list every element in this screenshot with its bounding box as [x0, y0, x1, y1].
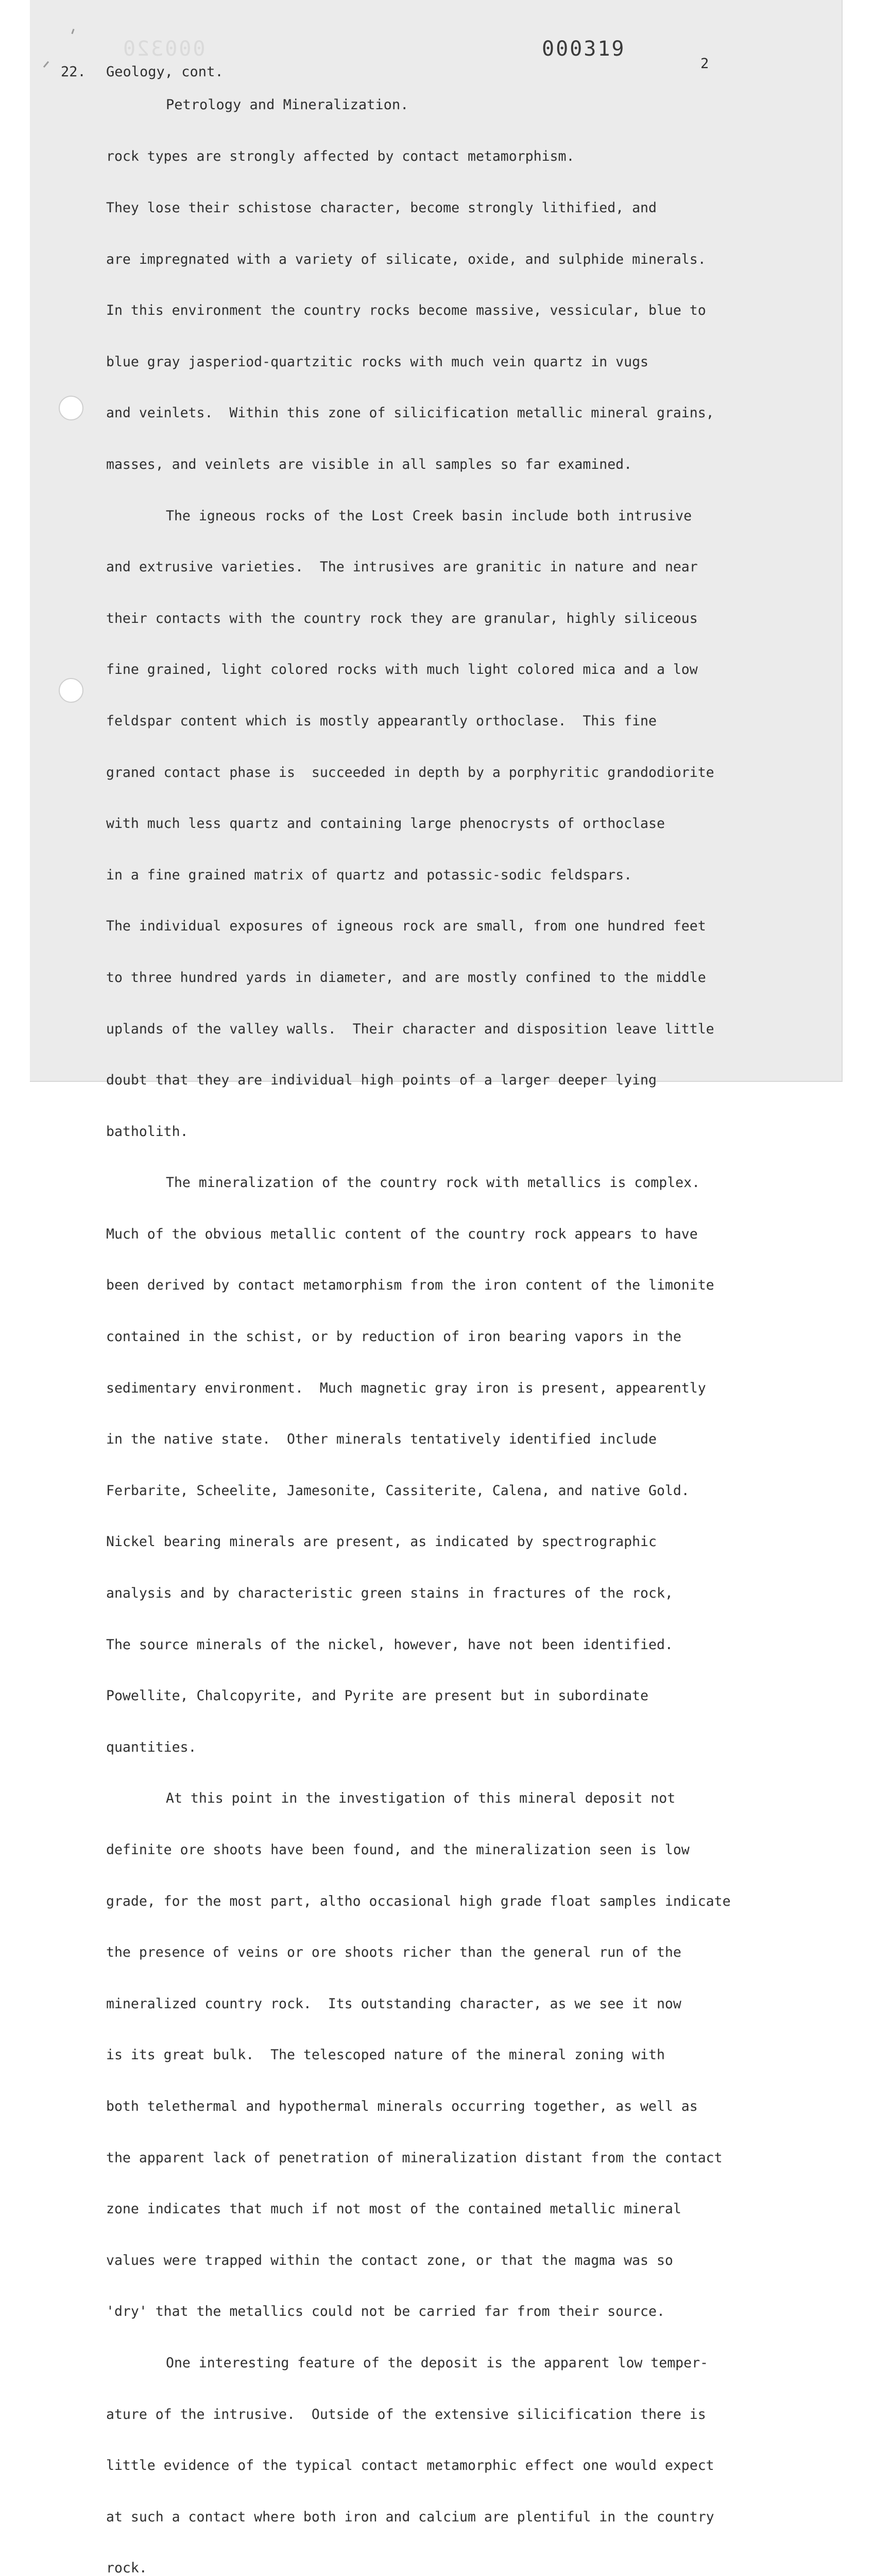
punch-hole-lower: [59, 678, 83, 703]
text-line: In this environment the country rocks become massive, vessicular, blue to: [106, 302, 706, 319]
text-line: The source minerals of the nickel, however, have not been identified.: [106, 1636, 673, 1653]
text-line: Nickel bearing minerals are present, as indicated by spectrographic: [106, 1534, 657, 1550]
text-line: the presence of veins or ore shoots richer than the general run of the: [106, 1944, 681, 1961]
text-line: masses, and veinlets are visible in all samples so far examined.: [106, 456, 632, 472]
text-line: ature of the intrusive. Outside of the extensive silicification there is: [106, 2406, 706, 2422]
text-line: 'dry' that the metallics could not be carried far from their source.: [106, 2303, 665, 2320]
text-line: mineralized country rock. Its outstanding character, as we see it now: [106, 1995, 681, 2012]
text-line: in the native state. Other minerals tentatively identified include: [106, 1431, 657, 1448]
text-line: Powellite, Chalcopyrite, and Pyrite are present but in subordinate: [106, 1688, 648, 1704]
text-line: are impregnated with a variety of silicate, oxide, and sulphide minerals.: [106, 251, 706, 267]
text-line: The individual exposures of igneous rock are small, from one hundred feet: [106, 918, 706, 935]
text-line: values were trapped within the contact zone, or that the magma was so: [106, 2252, 673, 2268]
text-line: their contacts with the country rock they are granular, highly siliceous: [106, 610, 698, 626]
text-line: One interesting feature of the deposit is the apparent low temper-: [166, 2354, 708, 2371]
text-line: The mineralization of the country rock with metallics is complex.: [166, 1175, 700, 1191]
text-line: the apparent lack of penetration of mineralization distant from the contact: [106, 2149, 723, 2166]
text-line: definite ore shoots have been found, and the mineralization seen is low: [106, 1842, 690, 1858]
bleed-through-number: 000320: [122, 37, 206, 61]
text-line: been derived by contact metamorphism from the iron content of the limonite: [106, 1277, 714, 1294]
text-line: in a fine grained matrix of quartz and potassic-sodic feldspars.: [106, 867, 632, 883]
text-line: analysis and by characteristic green stains in fractures of the rock,: [106, 1585, 673, 1602]
document-number: 000319: [542, 37, 626, 61]
text-line: graned contact phase is succeeded in depth by a porphyritic grandodiorite: [106, 764, 714, 781]
section-number: 22.: [61, 64, 86, 80]
text-line: with much less quartz and containing large phenocrysts of orthoclase: [106, 816, 665, 832]
text-line: at such a contact where both iron and calcium are plentiful in the country: [106, 2509, 714, 2525]
text-line: and veinlets. Within this zone of silicification metallic mineral grains,: [106, 405, 714, 421]
text-line: doubt that they are individual high points of a larger deeper lying: [106, 1072, 657, 1089]
text-line: zone indicates that much if not most of the contained metallic mineral: [106, 2201, 681, 2217]
text-line: They lose their schistose character, become strongly lithified, and: [106, 200, 657, 216]
body-text: [106, 114, 731, 2576]
text-line: fine grained, light colored rocks with much light colored mica and a low: [106, 662, 698, 678]
text-line: little evidence of the typical contact metamorphic effect one would expect: [106, 2458, 714, 2474]
text-line: grade, for the most part, altho occasional high grade float samples indicate: [106, 1893, 731, 1909]
text-line: quantities.: [106, 1739, 197, 1755]
text-line: blue gray jasperiod-quartzitic rocks with much vein quartz in vugs: [106, 353, 648, 370]
text-line: At this point in the investigation of this mineral deposit not: [166, 1790, 676, 1807]
text-line: is its great bulk. The telescoped nature of the mineral zoning with: [106, 2047, 665, 2063]
text-line: Ferbarite, Scheelite, Jamesonite, Cassiterite, Calena, and native Gold.: [106, 1482, 690, 1499]
section-title: Geology, cont.: [106, 64, 224, 80]
text-line: rock.: [106, 2560, 147, 2576]
text-line: Much of the obvious metallic content of the country rock appears to have: [106, 1226, 698, 1242]
subheading: Petrology and Mineralization.: [166, 97, 409, 113]
scan-speck: [71, 29, 74, 34]
text-line: The igneous rocks of the Lost Creek basin include both intrusive: [166, 507, 692, 524]
page-number: 2: [700, 56, 709, 72]
text-line: batholith.: [106, 1123, 189, 1140]
text-line: both telethermal and hypothermal minerals occurring together, as well as: [106, 2098, 698, 2114]
scan-speck: [43, 61, 49, 68]
text-line: rock types are strongly affected by contact metamorphism.: [106, 148, 575, 165]
text-line: and extrusive varieties. The intrusives are granitic in nature and near: [106, 559, 698, 575]
text-line: uplands of the valley walls. Their character and disposition leave little: [106, 1021, 714, 1037]
punch-hole-upper: [59, 396, 83, 420]
text-line: to three hundred yards in diameter, and are mostly confined to the middle: [106, 969, 706, 986]
text-line: sedimentary environment. Much magnetic gray iron is present, appearently: [106, 1380, 706, 1396]
text-line: contained in the schist, or by reduction of iron bearing vapors in the: [106, 1329, 681, 1345]
text-line: feldspar content which is mostly appearantly orthoclase. This fine: [106, 713, 657, 729]
